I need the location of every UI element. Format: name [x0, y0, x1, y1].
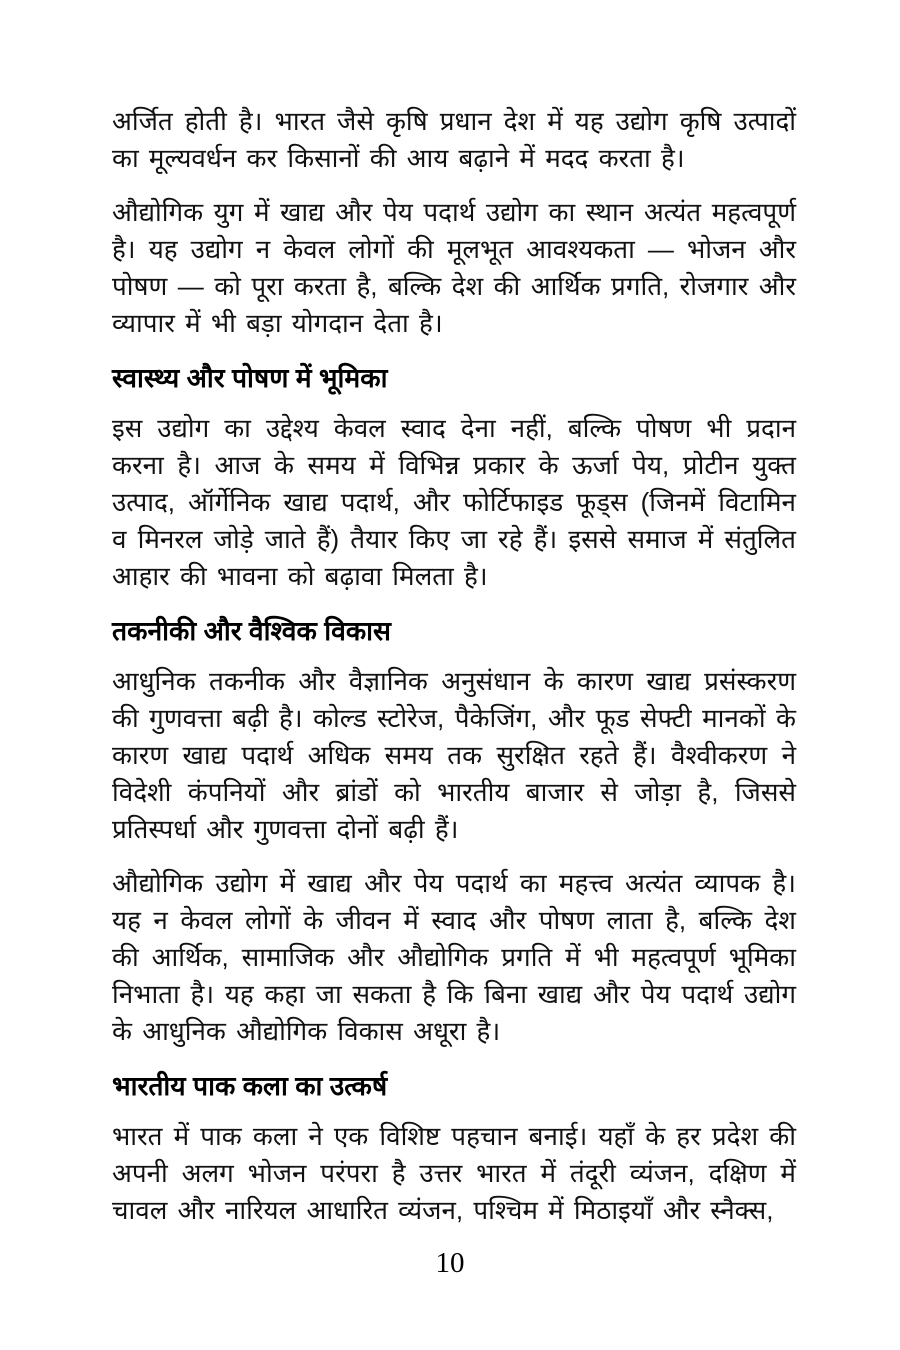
paragraph-technology-quality: आधुनिक तकनीक और वैज्ञानिक अनुसंधान के कारण खाद्य प्रसंस्करण की गुणवत्ता बढ़ी है। कोल्ड स्टोरेज, पैकेजिंग, और फूड सेफ्टी मानकों के कारण खाद्य पदार्थ अधिक समय तक सुरक्षित रहते हैं। वैश्वीकरण ने विदेशी कंपनियों और ब्रांडों को भारतीय बाजार से जोड़ा है, जिससे प्रतिस्पर्धा और गुणवत्ता दोनों बढ़ी हैं।: [112, 666, 796, 844]
paragraph-agriculture-value: अर्जित होती है। भारत जैसे कृषि प्रधान देश में यह उद्योग कृषि उत्पादों का मूल्यवर्धन कर किसानों की आय बढ़ाने में मदद करता है।: [112, 106, 796, 173]
section-heading-technology-global: तकनीकी और वैश्विक विकास: [112, 616, 391, 646]
section-heading-indian-cuisine: भारतीय पाक कला का उत्कर्ष: [112, 1071, 388, 1101]
paragraph-industrial-era: औद्योगिक युग में खाद्य और पेय पदार्थ उद्योग का स्थान अत्यंत महत्वपूर्ण है। यह उद्योग न केवल लोगों की मूलभूत आवश्यकता — भोजन और पोषण — को पूरा करता है, बल्कि देश की आर्थिक प्रगति, रोजगार और व्यापार में भी बड़ा योगदान देता है।: [112, 197, 796, 338]
paragraph-industry-importance: औद्योगिक उद्योग में खाद्य और पेय पदार्थ का महत्त्व अत्यंत व्यापक है। यह न केवल लोगों के जीवन में स्वाद और पोषण लाता है, बल्कि देश की आर्थिक, सामाजिक और औद्योगिक प्रगति में भी महत्वपूर्ण भूमिका निभाता है। यह कहा जा सकता है कि बिना खाद्य और पेय पदार्थ उद्योग के आधुनिक औद्योगिक विकास अधूरा है।: [112, 868, 796, 1046]
paragraph-regional-cuisine: भारत में पाक कला ने एक विशिष्ट पहचान बनाई। यहाँ के हर प्रदेश की अपनी अलग भोजन परंपरा है उत्तर भारत में तंदूरी व्यंजन, दक्षिण में चावल और नारियल आधारित व्यंजन, पश्चिम में मिठाइयाँ और स्नैक्स,: [112, 1121, 796, 1225]
paragraph-nutrition-products: इस उद्योग का उद्देश्य केवल स्वाद देना नहीं, बल्कि पोषण भी प्रदान करना है। आज के समय में विभिन्न प्रकार के ऊर्जा पेय, प्रोटीन युक्त उत्पाद, ऑर्गेनिक खाद्य पदार्थ, और फोर्टिफाइड फूड्स (जिनमें विटामिन व मिनरल जोड़े जाते हैं) तैयार किए जा रहे हैं। इससे समाज में संतुलित आहार की भावना को बढ़ावा मिलता है।: [112, 413, 796, 591]
section-heading-health-nutrition: स्वास्थ्य और पोषण में भूमिका: [112, 363, 388, 393]
page-number: 10: [435, 1247, 465, 1279]
